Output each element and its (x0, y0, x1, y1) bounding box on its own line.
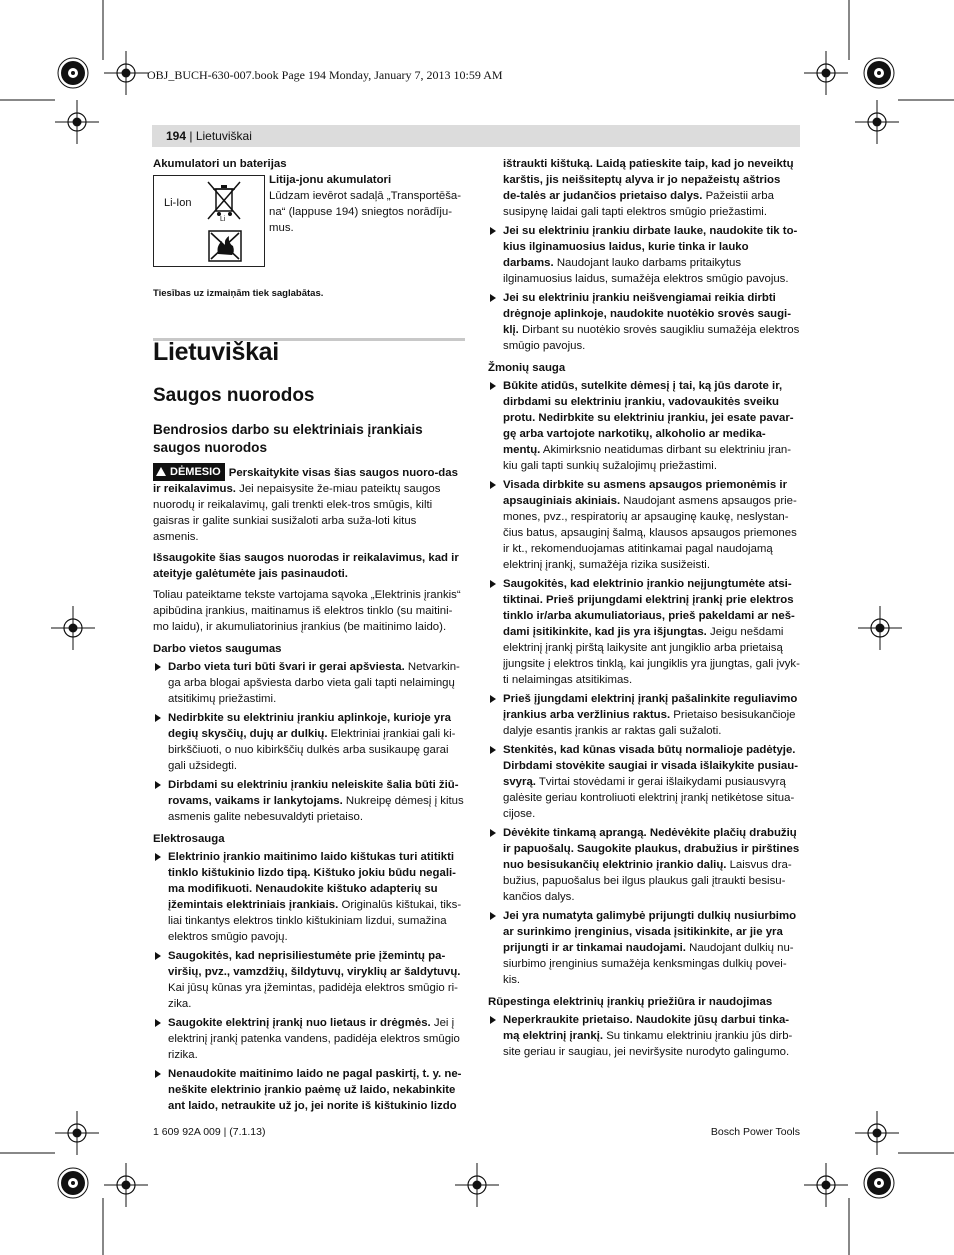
battery-section (153, 156, 465, 172)
li-ion-text-block (269, 172, 465, 236)
arrow-bullet-icon (155, 663, 161, 671)
li-symbol-letters: Li (220, 216, 226, 223)
list-item: Nedirbkite su elektriniu įrankiu aplinkoje, kurioje yra degių skysčių, dujų ar dulkių. Elektriniai įrankiai gali ki-birkščiuoti, o nuo kibirkščių dulkės arba susikaupę garai gali užsidegti. (153, 710, 465, 774)
li-ion-symbol-box (153, 175, 265, 267)
warning-lead: Perskaitykite visas šias saugos nuoro-das ir reikalavimus. (153, 467, 458, 495)
keep-instructions: Išsaugokite šias saugos nuorodas ir reikalavimus, kad ir ateityje galėtumėte jais pasinaudoti. (153, 552, 459, 580)
list-item: Jei su elektriniu įrankiu dirbate lauke, naudokite tik to-kius ilginamuosius laidus, kurie tinka ir lauko darbams. Naudojant lauko darbams pritaikytus ilginamuosius laidus, sumažėja elektros smūgio pavojus. (488, 223, 800, 287)
list-item: Elektrinio įrankio maitinimo laido kištukas turi atitikti tinklo kištukinio lizdo tipą. Kištuko jokiu būdu negali-ma modifikuoti. Nenaudokite kištuko adapterių su įžemintais elektriniais įrankiais. Originalūs kištukai, tiks-liai tinkantys elektros tinklo kištukiniam lizdui, sumažina elektros smūgio pavojų. (153, 849, 465, 945)
li-ion-subtitle: Litija-jonu akumulatori (269, 174, 392, 186)
arrow-bullet-icon (155, 952, 161, 960)
list-item: Darbo vieta turi būti švari ir gerai apšviesta. Netvarkin-ga arba blogai apšviesta darbo vieta gali tapti nelaimingų atsitikimų priežastimi. (153, 659, 465, 707)
care-title: Rūpestinga elektrinių įrankių priežiūra ir naudojimas (488, 996, 773, 1008)
arrow-bullet-icon (490, 912, 496, 920)
definition-text: Toliau pateiktame tekste vartojama sąvoka „Elektrinis įrankis“ apibūdina įrankius, maitinamus iš elektros tinklo (su maitini-mo laidu), ir akumuliatorinius įrankius (be maitinimo laido). (153, 589, 461, 633)
arrow-bullet-icon (490, 382, 496, 390)
list-item: Dėvėkite tinkamą aprangą. Nedėvėkite plačių drabužių ir papuošalų. Saugokite plaukus, drabužius ir pirštines nuo besisukančių elektrinio įrankio dalių. Laisvus dra-bužius, papuošalus bei ilgus plaukus gali įtraukti besisu-kančios dalys. (488, 825, 800, 905)
page-number: 194 (166, 129, 187, 143)
arrow-bullet-icon (490, 580, 496, 588)
li-ion-text: Lūdzam ievērot sadaļā „Transportēša-na“ (lappuse 194) sniegtos norādīju-mus. (269, 190, 462, 234)
warning-badge: DĖMESIO (153, 463, 225, 481)
list-item-continued: ištraukti kištuką. Laidą patieskite taip, kad jo neveiktų karštis, jis neišsiteptų alyva ir jo nepažeistų aštrios de-talės ar judančios prietaiso dalys. Pažeistii arba susipynę laidai gali tapti elektros smūgio priežastimi. (503, 158, 794, 218)
arrow-bullet-icon (155, 1070, 161, 1078)
arrow-bullet-icon (155, 853, 161, 861)
arrow-bullet-icon (490, 481, 496, 489)
arrow-bullet-icon (490, 746, 496, 754)
li-ion-label: Li-Ion (164, 197, 192, 209)
arrow-bullet-icon (490, 227, 496, 235)
list-item: Saugokitės, kad elektrinio įrankio neįjungtumėte atsi-tiktinai. Prieš prijungdami elektrinį įrankį prie elektros tinklo ir/arba akumuliatoriaus, prieš pakeldami ar neš-dami įsitikinkite, kad jis yra išjungtas. Jeigu nešdami elektrinį įrankį pirštą laikysite ant jungiklio arba prietaisą įjungsite į elektros tinklą, kai jungiklis yra įjungtas, gali įvyk-ti nelaimingas atsitikimas. (488, 576, 800, 688)
left-column (153, 463, 465, 1114)
list-item: Jei su elektriniu įrankiu neišvengiamai reikia dirbti drėgnoje aplinkoje, naudokite nuotėkio srovės saugi-klį. Dirbant su nuotėkio srovės saugikliu sumažėja elektros smūgio pavojus. (488, 290, 800, 354)
header-separator: | (186, 129, 196, 143)
list-item: Nenaudokite maitinimo laido ne pagal paskirtį, t. y. ne-neškite elektrinio įrankio paėmę už laido, nekabinkite ant laido, netraukite už jo, jei norite iš kištukinio lizdo (153, 1066, 465, 1114)
arrow-bullet-icon (490, 294, 496, 302)
book-info-line: OBJ_BUCH-630-007.book Page 194 Monday, January 7, 2013 10:59 AM (147, 68, 503, 82)
arrow-bullet-icon (490, 829, 496, 837)
section-title: Saugos nuorodos (153, 385, 315, 406)
arrow-bullet-icon (490, 695, 496, 703)
page-header-bar (152, 125, 800, 147)
list-item: Saugokite elektrinį įrankį nuo lietaus ir drėgmės. Jei į elektrinį įrankį patenka vandens, padidėja elektros smūgio rizika. (153, 1015, 465, 1063)
footer-right: Bosch Power Tools (710, 1126, 800, 1138)
list-item: Saugokitės, kad neprisiliestumėte prie įžemintų pa-viršių, pvz., vamzdžių, šildytuvų, viryklių ar šaldytuvų. Kai jūsų kūnas yra įžemintas, padidėja elektros smūgio ri-zika. (153, 948, 465, 1012)
list-item: Jei yra numatyta galimybė prijungti dulkių nusiurbimo ar surinkimo įrenginius, visada įsitikinkite, ar jie yra prijungti ir ar tinkamai naudojami. Naudojant dulkių nu-siurbimo įrenginius sumažėja kenksmingas dulkių povei-kis. (488, 908, 800, 988)
personal-title: Žmonių sauga (488, 362, 566, 374)
warning-triangle-icon (156, 467, 166, 476)
list-item: Prieš įjungdami elektrinį įrankį pašalinkite reguliavimo įrankius arba veržlinius raktus. Prietaiso besisukančioje dalyje esantis įrankis ar raktas gali sužaloti. (488, 691, 800, 739)
workplace-title: Darbo vietos saugumas (153, 643, 282, 655)
battery-title: Akumulatori un baterijas (153, 158, 287, 170)
right-column (488, 156, 800, 1060)
header-language: Lietuviškai (195, 129, 252, 143)
arrow-bullet-icon (155, 1019, 161, 1027)
rights-note: Tiesības uz izmaiņām tiek saglabātas. (153, 288, 324, 299)
page-header (166, 129, 252, 143)
list-item: Dirbdami su elektriniu įrankiu neleiskite šalia būti žiū-rovams, vaikams ir lankytojams. Nukreipę dėmesį į kitus asmenis galite nebesuvaldyti prietaiso. (153, 777, 465, 825)
footer-left: 1 609 92A 009 | (7.1.13) (153, 1126, 266, 1138)
list-item: Visada dirbkite su asmens apsaugos priemonėmis ir apsauginiais akiniais. Naudojant asmens apsaugos prie-mones, pvz., respiratorių ar apsauginę kaukę, neslystan-čius batus, apsauginį šalmą, klausos apsaugos priemones ir kt., rekomenduojamas atitinkamai pagal naudojamą elektrinį įrankį, sumažėja rizika susižeisti. (488, 477, 800, 573)
main-title: Lietuviškai (153, 338, 279, 366)
no-fire-icon (208, 230, 242, 262)
warning-text: Jei nepaisysite že-miau pateiktų saugos nuorodų ir reikalavimų, gali trenkti elek-tros smūgis, kilti gaisras ir galite sunkiai susižaloti arba suža-loti kitus asmenis. (153, 483, 441, 543)
electrical-title: Elektrosauga (153, 833, 225, 845)
subsection-title: Bendrosios darbo su elektriniais įrankiais saugos nuorodos (153, 422, 423, 455)
list-item: Neperkraukite prietaiso. Naudokite jūsų darbui tinka-mą elektrinį įrankį. Su tinkamu elektriniu įrankiu jūs dirb-site geriau ir saugiau, jei neviršysite nurodyto galingumo. (488, 1012, 800, 1060)
arrow-bullet-icon (490, 1016, 496, 1024)
list-item: Būkite atidūs, sutelkite dėmesį į tai, ką jūs darote ir, dirbdami su elektriniu įrankiu, vadovaukitės sveiku protu. Nedirbkite su elektriniu įrankiu, jei esate pavar-gę arba vartojote narkotikų, alkoholio ar medika-mentų. Akimirksnio neatidumas dirbant su elektriniu įran-kiu gali tapti sunkių sužalojimų priežastimi. (488, 378, 800, 474)
list-item: Stenkitės, kad kūnas visada būtų normalioje padėtyje. Dirbdami stovėkite saugiai ir visada išlaikykite pusiau-svyrą. Tvirtai stovėdami ir gerai išlaikydami pusiausvyrą galėsite geriau kontroliuoti elektrinį įrankį netikėtose situa-cijose. (488, 742, 800, 822)
arrow-bullet-icon (155, 781, 161, 789)
warning-paragraph (153, 463, 465, 545)
arrow-bullet-icon (155, 714, 161, 722)
